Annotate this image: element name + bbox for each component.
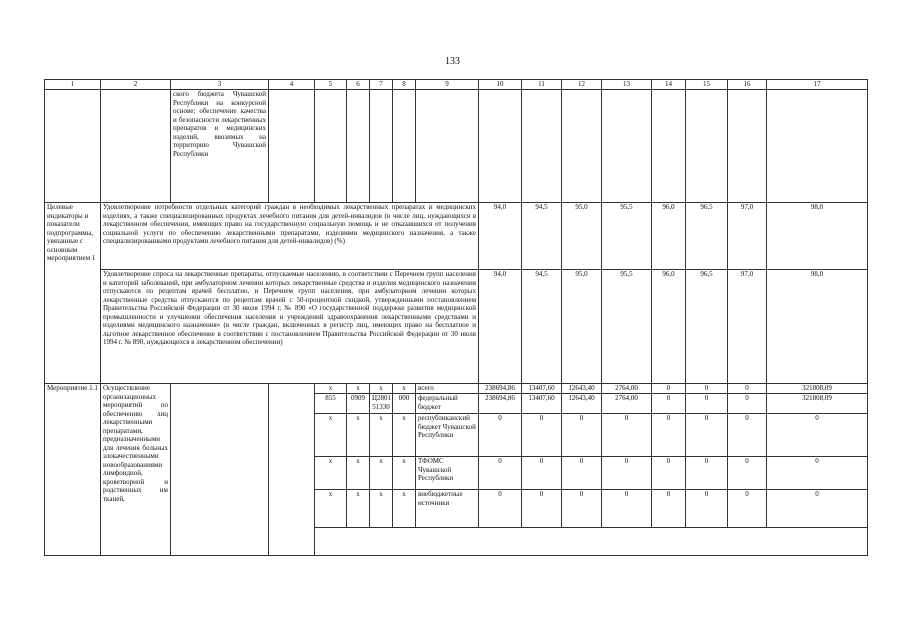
continued-cell-text: ского бюджета Чувашской Республики на конкурсной основе; обеспечение качества и безопасности лекарственных препаратов и медицинских изделий, ввозимых на территорию Чувашской Республики [171, 90, 269, 203]
col-header: 9 [416, 80, 479, 90]
funding-value: 0 [686, 394, 728, 414]
funding-value: 238694,86 [479, 394, 522, 414]
code-cell: x [347, 384, 370, 394]
code-cell: 855 [315, 394, 347, 414]
measure-row-total [45, 384, 868, 394]
col-header: 15 [686, 80, 728, 90]
funding-value: 0 [652, 384, 686, 394]
col-header: 7 [370, 80, 393, 90]
funding-value: 0 [562, 457, 602, 490]
indicator-row [45, 270, 868, 384]
code-cell: 000 [393, 394, 416, 414]
funding-value: 0 [767, 457, 868, 490]
funding-value: 238694,86 [479, 384, 522, 394]
code-cell: x [347, 490, 370, 528]
col-header: 12 [562, 80, 602, 90]
col-header: 1 [45, 80, 101, 90]
funding-source: федеральный бюджет [416, 394, 479, 414]
indicator-value: 96,0 [652, 203, 686, 270]
funding-source: республиканский бюджет Чувашской Республики [416, 414, 479, 457]
funding-value: 0 [686, 384, 728, 394]
code-cell: x [393, 414, 416, 457]
code-cell: x [315, 490, 347, 528]
code-cell: x [393, 490, 416, 528]
col-header: 16 [728, 80, 767, 90]
col-header: 8 [393, 80, 416, 90]
funding-source: всего [416, 384, 479, 394]
indicator-value: 96,0 [652, 270, 686, 384]
funding-value: 0 [652, 457, 686, 490]
indicator-value: 97,0 [728, 270, 767, 384]
funding-value: 12643,40 [562, 384, 602, 394]
col-header: 4 [269, 80, 315, 90]
funding-value: 0 [728, 457, 767, 490]
funding-value: 2764,00 [602, 394, 652, 414]
funding-value: 0 [479, 414, 522, 457]
indicator-value: 95,0 [562, 270, 602, 384]
indicator-value: 96,5 [686, 270, 728, 384]
funding-value: 0 [602, 457, 652, 490]
indicator-value: 97,0 [728, 203, 767, 270]
indicator-value: 98,0 [767, 203, 868, 270]
indicators-label: Целевые индикаторы и показатели подпрограммы, увязанные с основным мероприятием 1 [45, 203, 101, 384]
code-cell: x [370, 384, 393, 394]
indicator-value: 94,5 [522, 203, 562, 270]
funding-value: 0 [562, 490, 602, 528]
funding-value: 0 [728, 414, 767, 457]
funding-source: ТФОМС Чувашской Республики [416, 457, 479, 490]
col-header: 13 [602, 80, 652, 90]
col-header: 3 [171, 80, 269, 90]
code-cell: x [370, 414, 393, 457]
col-header: 14 [652, 80, 686, 90]
col-header: 5 [315, 80, 347, 90]
col-header: 10 [479, 80, 522, 90]
funding-value: 0 [602, 414, 652, 457]
indicator-value: 95,0 [562, 203, 602, 270]
funding-value: 0 [728, 384, 767, 394]
funding-value: 0 [686, 490, 728, 528]
continued-row [45, 90, 868, 203]
col-header: 2 [101, 80, 171, 90]
funding-value: 0 [522, 457, 562, 490]
code-cell: x [315, 457, 347, 490]
code-cell: Ц2801 51330 [370, 394, 393, 414]
funding-value: 2764,00 [602, 384, 652, 394]
column-number-row [45, 80, 868, 90]
code-cell: x [393, 457, 416, 490]
funding-value: 0 [767, 414, 868, 457]
funding-value: 0 [479, 457, 522, 490]
funding-value: 0 [652, 394, 686, 414]
code-cell: x [347, 457, 370, 490]
page-number: 133 [445, 56, 460, 67]
col-header: 6 [347, 80, 370, 90]
indicator-value: 94,0 [479, 270, 522, 384]
code-cell: x [315, 384, 347, 394]
indicator-row [45, 203, 868, 270]
funding-value: 0 [728, 490, 767, 528]
funding-value: 13407,60 [522, 394, 562, 414]
indicator-text: Удовлетворение спроса на лекарственные препараты, отпускаемые населению, в соответствии с Перечнем групп населения и категорий заболеваний, при амбулаторном лечении которых лекарственные средства и изделия медицинского назначения отпускаются по рецептам врачей бесплатно, и Перечнем групп населения, при амбулаторном лечении которых лекарственные средства отпускаются по рецептам врачей с 50-процентной скидкой, утвержденными постановлением Правительства Российской Федерации от 30 июля 1994 г. № 890 «О государственной поддержке развития медицинской промышленности и улучшении обеспечения населения и учреждений здравоохранения лекарственными средствами и изделиями медицинского назначения» (в числе граждан, включенных в регистр лиц, имеющих право на бесплатное и льготное лекарственное обеспечение в соответствии с постановлением Правительства Российской Федерации от 30 июля 1994 г. № 890, нуждающихся в лекарственном обеспечении) [101, 270, 479, 384]
funding-value: 0 [479, 490, 522, 528]
measure-description: Осуществление организационных мероприятий по обеспечению лиц лекарственными препаратами, предназначенными для лечения больных злокачественными новообразованиями лимфоидной, кроветворной и родственных им тканей, [101, 384, 171, 556]
indicator-value: 98,0 [767, 270, 868, 384]
code-cell: x [393, 384, 416, 394]
indicator-value: 95,5 [602, 270, 652, 384]
funding-value: 0 [652, 490, 686, 528]
col-header: 11 [522, 80, 562, 90]
indicator-value: 96,5 [686, 203, 728, 270]
indicator-text: Удовлетворение потребности отдельных категорий граждан в необходимых лекарственных препаратах и медицинских изделиях, а также специализированных продуктах лечебного питания для детей-инвалидов (в числе лиц, нуждающихся в лекарственном обеспечении, имеющих право на государственную социальную помощь и не отказавшихся от получения социальной услуги по обеспечению лекарственными препаратами, изделиями медицинского назначения, а также специализированными продуктами лечебного питания для детей-инвалидов) (%) [101, 203, 479, 270]
funding-value: 0 [562, 414, 602, 457]
code-cell: x [315, 414, 347, 457]
funding-source: внебюджетные источники [416, 490, 479, 528]
indicator-value: 94,0 [479, 203, 522, 270]
code-cell: 0909 [347, 394, 370, 414]
code-cell: x [347, 414, 370, 457]
funding-value: 321808,09 [767, 384, 868, 394]
funding-value: 0 [522, 414, 562, 457]
funding-value: 13407,60 [522, 384, 562, 394]
funding-value: 0 [686, 457, 728, 490]
funding-value: 0 [767, 490, 868, 528]
code-cell: x [370, 490, 393, 528]
funding-value: 321808,09 [767, 394, 868, 414]
indicator-value: 94,5 [522, 270, 562, 384]
funding-value: 0 [686, 414, 728, 457]
funding-value: 12643,40 [562, 394, 602, 414]
funding-value: 0 [728, 394, 767, 414]
code-cell: x [370, 457, 393, 490]
col-header: 17 [767, 80, 868, 90]
funding-value: 0 [652, 414, 686, 457]
indicator-value: 95,5 [602, 203, 652, 270]
program-table [44, 79, 868, 556]
funding-value: 0 [522, 490, 562, 528]
funding-value: 0 [602, 490, 652, 528]
measure-label: Мероприятие 1.1 [45, 384, 101, 556]
